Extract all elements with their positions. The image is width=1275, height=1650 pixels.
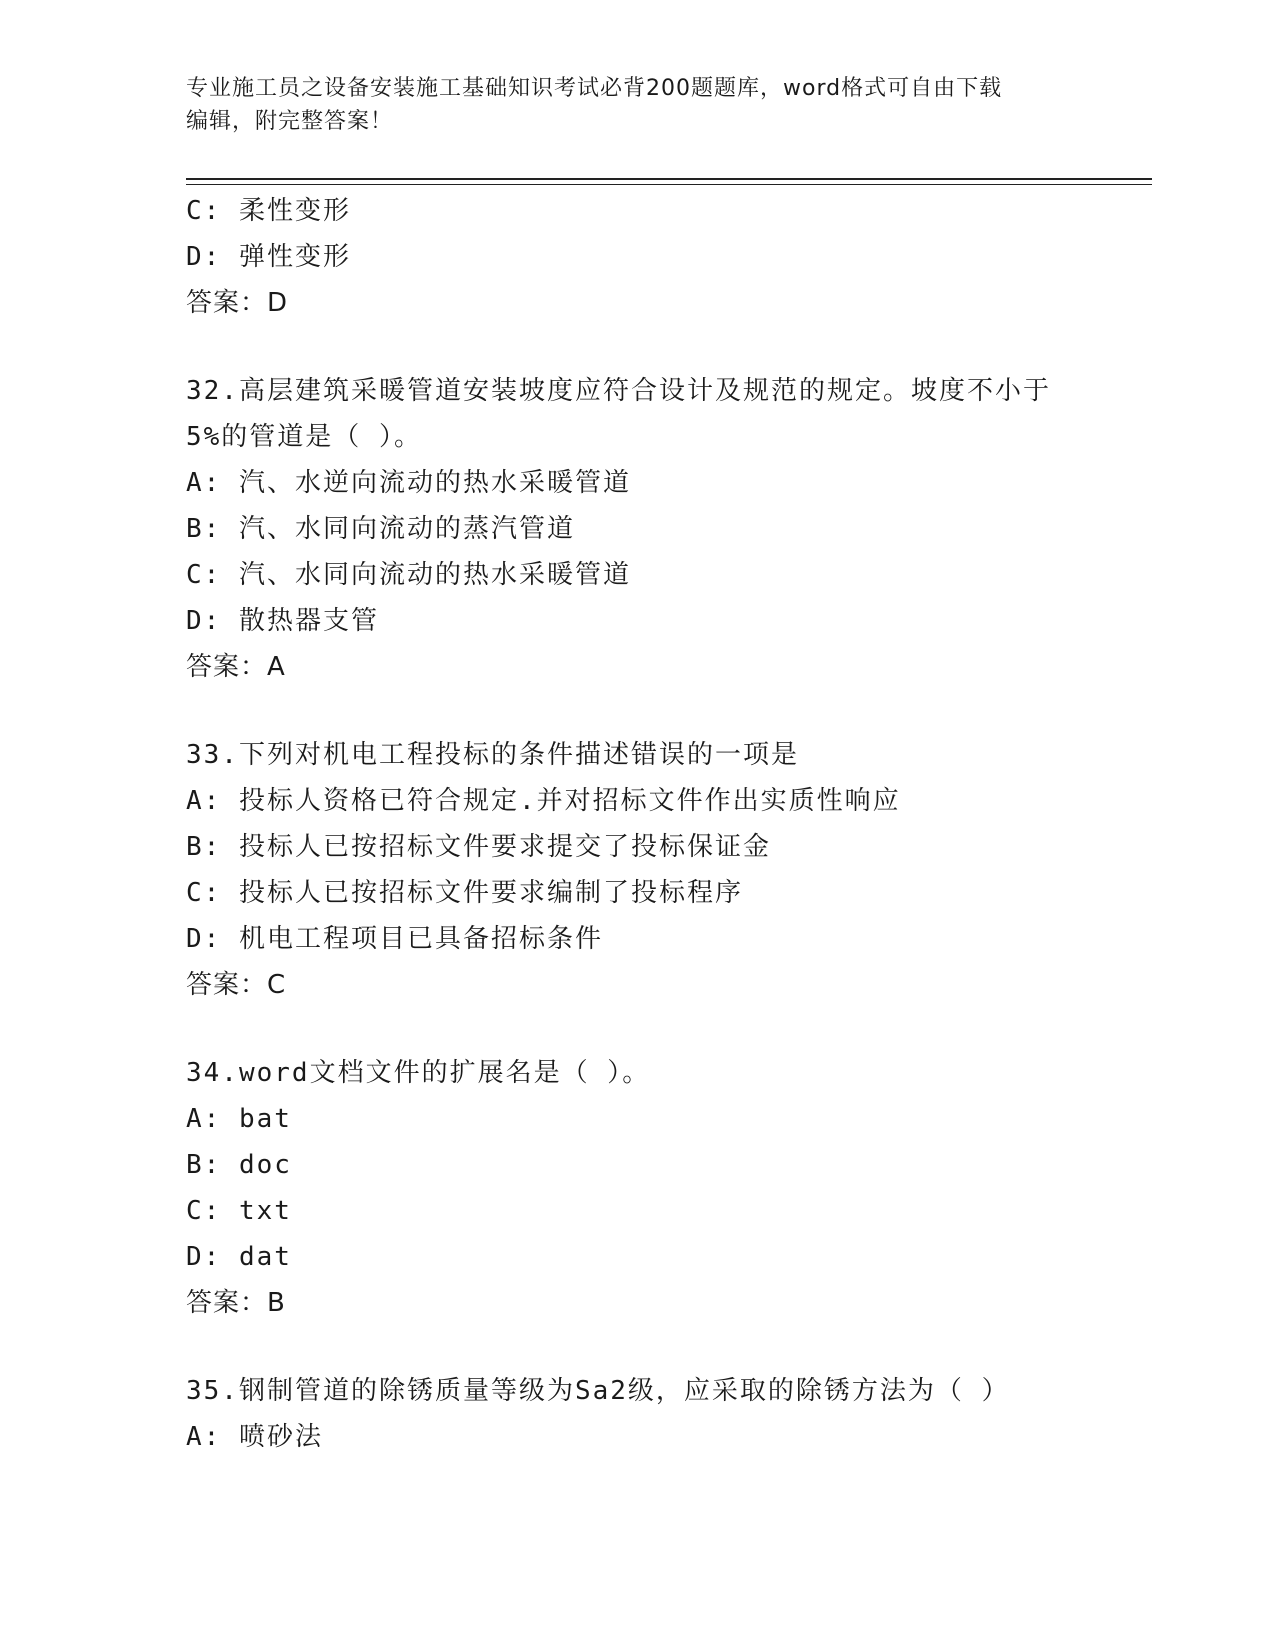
option-d: D: 机电工程项目已具备招标条件: [186, 924, 603, 954]
answer-line: 答案：C: [186, 970, 287, 1000]
option-d: D: 散热器支管: [186, 606, 379, 636]
question-34: [186, 1050, 1152, 1326]
option-a: A: 汽、水逆向流动的热水采暖管道: [186, 468, 631, 498]
question-stem: 33.下列对机电工程投标的条件描述错误的一项是: [186, 740, 799, 770]
header-line-1: 专业施工员之设备安装施工基础知识考试必背200题题库，word格式可自由下载: [186, 76, 1003, 101]
question-stem: 32.高层建筑采暖管道安装坡度应符合设计及规范的规定。坡度不小于: [186, 376, 1051, 406]
option-b: B: 汽、水同向流动的蒸汽管道: [186, 514, 575, 544]
option-c: C: 投标人已按招标文件要求编制了投标程序: [186, 878, 743, 908]
question-32: [186, 368, 1152, 690]
question-35: [186, 1368, 1152, 1460]
answer-line: 答案：A: [186, 652, 286, 682]
option-c: C: 柔性变形: [186, 196, 351, 226]
option-c: C: 汽、水同向流动的热水采暖管道: [186, 560, 631, 590]
document-page: [186, 0, 1146, 1650]
question-33: [186, 732, 1152, 1008]
question-stem: 5%的管道是（ ）。: [186, 422, 422, 452]
header-divider-thick: [186, 178, 1152, 180]
question-content: [186, 188, 1152, 1460]
document-header: [186, 72, 1066, 138]
question-31-tail: [186, 188, 1152, 326]
option-b: B: 投标人已按招标文件要求提交了投标保证金: [186, 832, 771, 862]
answer-line: 答案：D: [186, 288, 289, 318]
option-b: B: doc: [186, 1150, 292, 1180]
question-stem: 35.钢制管道的除锈质量等级为Sa2级，应采取的除锈方法为（ ）: [186, 1376, 1010, 1406]
option-c: C: txt: [186, 1196, 292, 1226]
header-divider-thin: [186, 184, 1152, 185]
option-a: A: 投标人资格已符合规定.并对招标文件作出实质性响应: [186, 786, 901, 816]
option-a: A: 喷砂法: [186, 1422, 323, 1452]
header-line-2: 编辑，附完整答案！: [186, 109, 394, 134]
question-stem: 34.word文档文件的扩展名是（ ）。: [186, 1058, 651, 1088]
answer-line: 答案：B: [186, 1288, 286, 1318]
option-d: D: dat: [186, 1242, 292, 1272]
option-d: D: 弹性变形: [186, 242, 351, 272]
option-a: A: bat: [186, 1104, 292, 1134]
